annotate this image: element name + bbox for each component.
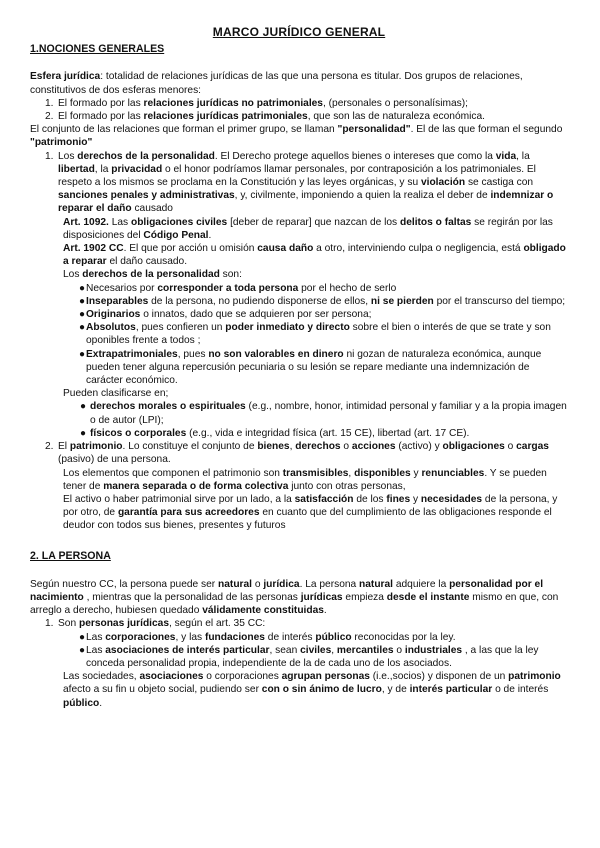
bullet-icon: ● xyxy=(79,644,86,656)
text-run: (activo) y xyxy=(395,441,443,453)
bold-term: vida xyxy=(495,150,517,162)
bold-term: corresponder a toda persona xyxy=(157,282,299,294)
bold-term: corporaciones xyxy=(105,631,176,643)
list-item xyxy=(30,427,568,440)
bold-term: Código Penal xyxy=(143,229,209,241)
text-run: [deber de reparar] que nazcan de los xyxy=(227,216,400,228)
text-run: : totalidad de relaciones jurídicas de las que una persona es titular. Dos grupos de relaciones, constitutivos de dos esferas menores: xyxy=(30,71,523,96)
text-run: , a las que la ley conceda personalidad propia, independiente de la de cada uno de los asociados. xyxy=(86,644,539,669)
text-run: , pues xyxy=(177,348,209,360)
bold-term: derechos xyxy=(295,441,341,453)
text-run: el daño causado. xyxy=(106,256,188,268)
bold-term: "patrimonio" xyxy=(30,137,93,149)
bold-term: indemnizar o reparar el daño xyxy=(58,190,554,215)
text-run: El xyxy=(58,441,70,453)
text-run: o xyxy=(504,441,517,453)
bold-term: "personalidad" xyxy=(337,124,411,136)
derechos-personalidad-item: 1. Los derechos de la personalidad. El Derecho protege aquellos bienes o intereses que como la vida, la libertad, la privacidad o el honor podríamos llamar personales, por contraposición a los patrimoniales. El respeto a los mismos se proclama en la Constitución y las leyes orgánicas, y su violación se castiga con sanciones penales y administrativas, y, civilmente, imponiendo a quien la realiza el deber de indemnizar o reparar el daño causado xyxy=(45,150,554,215)
text-run: . Lo constituye el conjunto de xyxy=(122,441,258,453)
bullet-icon: ● xyxy=(80,401,87,413)
bold-term: garantía para sus acreedores xyxy=(117,507,260,519)
text-run: o xyxy=(393,644,405,656)
text-run: . La persona xyxy=(299,578,360,590)
text-run: , que son las de naturaleza económica. xyxy=(307,111,485,123)
bold-term: asociaciones xyxy=(139,671,204,683)
text-run: (e.g., vida e integridad física (art. 15 CE), libertad (art. 17 CE). xyxy=(186,427,470,439)
text-run: , y de xyxy=(381,684,410,696)
bold-term: personalidad por el nacimiento xyxy=(30,578,544,603)
text-run: Según nuestro CC, la persona puede ser xyxy=(30,578,219,590)
patrimonio-item: 2. El patrimonio. Lo constituye el conjunto de bienes, derechos o acciones (activo) y obligaciones o cargas (pasivo) de una persona. xyxy=(45,441,549,466)
text-run: Las xyxy=(86,644,106,656)
text-run: , xyxy=(289,441,296,453)
bullet-icon: ● xyxy=(79,295,86,307)
bullet-icon: ● xyxy=(80,427,87,439)
bold-term: manera separada o de forma colectiva xyxy=(103,480,289,492)
relations-list-item: 1. El formado por las relaciones jurídicas no patrimoniales, (personales o personalísimas); xyxy=(45,97,468,109)
document-title: MARCO JURÍDICO GENERAL xyxy=(212,25,386,39)
bold-term: violación xyxy=(420,177,466,189)
bold-term: poder inmediato y directo xyxy=(225,322,350,334)
bold-term: disponibles xyxy=(354,467,411,479)
art-1092-paragraph xyxy=(30,216,568,242)
text-run: se castiga con xyxy=(465,177,534,189)
list-item xyxy=(30,348,568,388)
bold-term: natural xyxy=(359,578,393,590)
text-run: adquiere la xyxy=(393,578,450,590)
text-run: . Y se pueden tener de xyxy=(63,467,547,492)
bold-term: interés particular xyxy=(409,684,493,696)
bold-term: renunciables xyxy=(421,467,485,479)
bold-term: patrimonio xyxy=(69,441,123,453)
text-run: , xyxy=(348,467,355,479)
text-run: empieza xyxy=(342,591,387,603)
text-run: El formado por las xyxy=(58,111,144,123)
text-run: Las xyxy=(108,216,131,228)
personas-juridicas-item: 1. Son personas jurídicas, según el art. 35 CC: xyxy=(45,618,266,630)
bold-term: delitos o faltas xyxy=(399,216,472,228)
text-run: de los xyxy=(353,493,387,505)
bold-term: civiles xyxy=(300,644,332,656)
bold-term: obligaciones civiles xyxy=(130,216,228,228)
bold-term: personas jurídicas xyxy=(78,618,169,630)
bold-term: derechos morales o espirituales xyxy=(90,401,246,413)
text-run: . El de las que forman el segundo xyxy=(410,124,563,136)
text-run: Los xyxy=(63,269,83,281)
text-run: . El que por acción u omisión xyxy=(123,243,258,255)
text-run: , mientras que la personalidad de las personas xyxy=(83,591,301,603)
bullet-icon: ● xyxy=(79,348,86,360)
bold-term: Absolutos xyxy=(86,322,136,334)
section-2-heading: 2. LA PERSONA xyxy=(30,549,111,562)
text-run: o de interés xyxy=(492,684,549,696)
bold-term: jurídica xyxy=(263,578,300,590)
text-run: (pasivo) de una persona. xyxy=(58,454,171,466)
text-run: y xyxy=(410,467,422,479)
text-run: o xyxy=(340,441,352,453)
text-run: , (personales o personalísimas); xyxy=(322,97,468,109)
clasificacion-label: Pueden clasificarse en; xyxy=(63,388,169,400)
text-run: reconocidas por la ley. xyxy=(351,631,456,643)
bold-term: acciones xyxy=(351,441,396,453)
bullet-icon: ● xyxy=(79,322,86,334)
bold-term: sanciones penales y administrativas xyxy=(58,190,235,202)
text-run: , la xyxy=(94,163,112,175)
bold-term: con o sin ánimo de lucro xyxy=(261,684,382,696)
derechos-son-label xyxy=(30,268,568,281)
text-run: , la xyxy=(516,150,530,162)
conjunto-paragraph xyxy=(30,123,568,149)
text-run: o xyxy=(252,578,264,590)
bold-term: Art. 1902 CC xyxy=(63,243,124,255)
text-run: , sean xyxy=(269,644,301,656)
text-run: Necesarios por xyxy=(86,282,158,294)
text-run: Son xyxy=(58,618,79,630)
text-run: o el honor podríamos llamar personales, por contraposición a los patrimoniales. El respeto a los mismos se proclama en la Constitución y las leyes orgánicas, y su xyxy=(58,163,536,189)
text-run: son: xyxy=(219,269,242,281)
esfera-juridica-paragraph xyxy=(30,70,568,96)
text-run: Las sociedades, xyxy=(63,671,140,683)
bold-term: derechos de la personalidad xyxy=(77,150,215,162)
bold-term: privacidad xyxy=(111,163,163,175)
list-item xyxy=(30,321,568,347)
bold-term: mercantiles xyxy=(336,644,394,656)
bold-term: público xyxy=(315,631,352,643)
bold-term: Extrapatrimoniales xyxy=(86,348,178,360)
text-run: (e.g., nombre, honor, intimidad personal y familiar y a la propia imagen o de autor (LPI); xyxy=(90,401,567,426)
text-run: de la persona, no pudiendo disponerse de ellos, xyxy=(148,295,371,307)
text-run: , xyxy=(331,644,337,656)
bold-term: causa daño xyxy=(257,243,314,255)
text-run: , según el art. 35 CC: xyxy=(169,618,266,630)
text-run: , y las xyxy=(175,631,205,643)
bullet-icon: ● xyxy=(79,309,86,321)
text-run: en cuanto que del cumplimiento de las obligaciones responde el deudor con todos sus bienes, presentes y futuros xyxy=(63,507,552,532)
text-run: a otro, interviniendo culpa o negligencia, está xyxy=(313,243,524,255)
bold-term: patrimonio xyxy=(508,671,561,683)
section-1-heading: 1.NOCIONES GENERALES xyxy=(30,43,165,56)
text-run: . xyxy=(208,229,212,241)
bullet-icon: ● xyxy=(79,631,86,643)
text-run: y xyxy=(410,493,421,505)
text-run: o innatos, dado que se adquieren por ser persona; xyxy=(140,309,372,321)
bold-term: fundaciones xyxy=(204,631,265,643)
text-run: (i.e.,socios) y disponen de un xyxy=(369,671,509,683)
bold-term: transmisibles xyxy=(282,467,349,479)
bold-term: natural xyxy=(218,578,252,590)
relations-list-item: 2. El formado por las relaciones jurídicas patrimoniales, que son las de naturaleza económica. xyxy=(45,111,485,123)
bold-term: jurídicas xyxy=(300,591,343,603)
text-run: causado xyxy=(131,203,173,215)
bold-term: derechos de la personalidad xyxy=(82,269,220,281)
text-run: junto con otras personas, xyxy=(288,480,406,492)
text-run: Las xyxy=(86,631,106,643)
bold-term: Originarios xyxy=(86,309,141,321)
bold-term: libertad xyxy=(58,163,95,175)
bold-term: necesidades xyxy=(420,493,483,505)
text-run: ni gozan de naturaleza económica, aunque pueden tener alguna repercusión pecuniaria o su lesión se repare mediante una indemnización de carácter económico. xyxy=(86,348,542,387)
text-run: . xyxy=(323,605,327,617)
text-run: por el transcurso del tiempo; xyxy=(433,295,566,307)
text-run: por el hecho de serlo xyxy=(298,282,397,294)
bold-term: no son valorables en dinero xyxy=(208,348,344,360)
bold-term: fines xyxy=(386,493,411,505)
bold-term: relaciones jurídicas no patrimoniales xyxy=(143,97,323,109)
bold-term: cargas xyxy=(516,441,549,453)
sociedades-paragraph xyxy=(30,670,568,710)
text-run: El formado por las xyxy=(58,97,144,109)
bold-term: Esfera jurídica xyxy=(30,71,101,83)
text-run: , y, civilmente, imponiendo a quien la realiza el deber de xyxy=(234,190,491,202)
text-run: mismo en que, con arreglo a derecho, hubiesen quedado xyxy=(30,591,559,617)
text-run: . El Derecho protege aquellos bienes o intereses que como la xyxy=(214,150,496,162)
bold-term: público xyxy=(63,697,100,709)
art-1902-paragraph xyxy=(30,242,568,268)
list-item xyxy=(30,282,568,295)
text-run: se regirán por las disposiciones del xyxy=(63,216,553,241)
bold-term: obligado a reparar xyxy=(63,243,566,268)
text-run: o corporaciones xyxy=(203,671,282,683)
activo-paragraph xyxy=(30,493,568,533)
list-item xyxy=(30,631,568,644)
bold-term: desde el instante xyxy=(386,591,470,603)
bold-term: industriales xyxy=(404,644,463,656)
bold-term: satisfacción xyxy=(294,493,354,505)
bold-term: válidamente constituidas xyxy=(202,605,324,617)
text-run: Los elementos que componen el patrimonio son xyxy=(63,467,283,479)
bold-term: físicos o corporales xyxy=(90,427,187,439)
list-item xyxy=(30,400,568,426)
bullet-icon: ● xyxy=(79,282,86,294)
bold-term: ni se pierden xyxy=(370,295,434,307)
bold-term: obligaciones xyxy=(442,441,505,453)
list-item xyxy=(30,644,568,670)
text-run: sobre el bien o interés de que se trate y son oponibles frente a todos ; xyxy=(86,322,551,347)
list-item xyxy=(30,295,568,308)
text-run: afecto a su fin u objeto social, pudiendo ser xyxy=(63,684,262,696)
bold-term: bienes xyxy=(257,441,290,453)
elementos-paragraph xyxy=(30,467,568,493)
text-run: de interés xyxy=(264,631,316,643)
list-item xyxy=(30,308,568,321)
text-run: . xyxy=(99,697,103,709)
bold-term: agrupan personas xyxy=(281,671,370,683)
bold-term: Art. 1092. xyxy=(63,216,109,228)
text-run: El activo o haber patrimonial sirve por un lado, a la xyxy=(63,493,295,505)
text-run: El conjunto de las relaciones que forman el primer grupo, se llaman xyxy=(30,124,338,136)
text-run: Los xyxy=(58,150,78,162)
document-page xyxy=(30,26,568,710)
text-run: de la persona, y por otro, de xyxy=(63,493,558,519)
persona-intro-paragraph xyxy=(30,578,568,618)
bold-term: relaciones jurídicas patrimoniales xyxy=(143,111,308,123)
text-run: , pues confieren un xyxy=(135,322,226,334)
bold-term: asociaciones de interés particular xyxy=(105,644,270,656)
bold-term: Inseparables xyxy=(86,295,149,307)
